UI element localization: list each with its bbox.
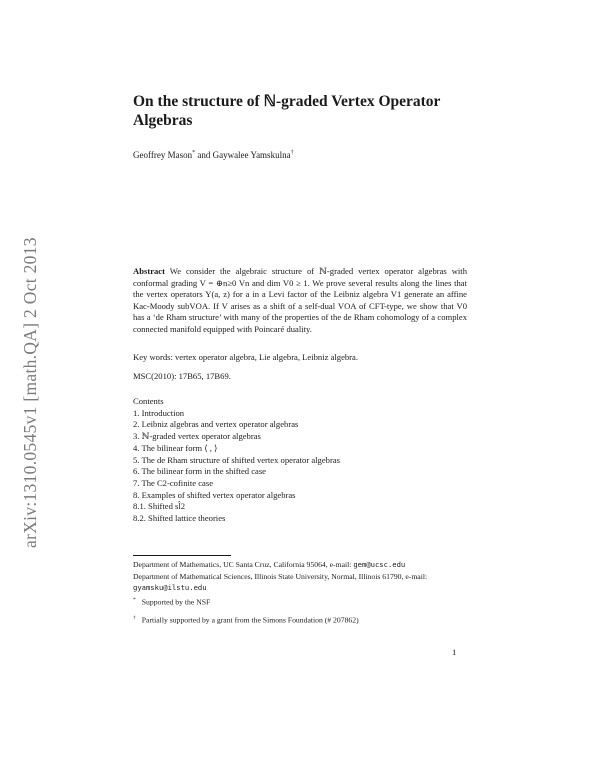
abstract-text: We consider the algebraic structure of ℕ-graded vertex operator algebras with conformal grading V = ⊕n≥0 Vn and dim V0 ≥ 1. We prove several results along the lines that the vertex operators Y(a, z) for a in a Levi factor of the Leibniz algebra V1 generate an affine Kac-Moody subVOA. If V arises as a shift of a self-dual VOA of CFT-type, we show that V0 has a ‘de Rham structure’ with many of the properties of the de Rham cohomology of a complex connected manifold equipped with Poincaré duality.: [133, 266, 467, 334]
footnote-rule: [133, 555, 231, 556]
author-name: and Gaywalee Yamskulna: [195, 150, 291, 160]
contents-item: 4. The bilinear form ⟨ , ⟩: [133, 442, 218, 453]
msc-classification: MSC(2010): 17B65, 17B69.: [133, 371, 231, 381]
table-of-contents: [133, 396, 340, 525]
footnote-mark: *: [133, 597, 136, 603]
contents-item: 6. The bilinear form in the shifted case: [133, 466, 267, 477]
contents-item: 2. Leibniz algebras and vertex operator algebras: [133, 419, 299, 430]
abstract: [133, 266, 467, 336]
contents-item: 8.1. Shifted sl̂2: [133, 501, 186, 512]
paper-title: On the structure of ℕ-graded Vertex Operator Algebras: [133, 93, 441, 129]
contents-list: [133, 408, 340, 525]
contents-item: 8. Examples of shifted vertex operator algebras: [133, 489, 296, 500]
abstract-heading: Abstract: [133, 266, 165, 276]
arxiv-identifier: arXiv:1310.0545v1 [math.QA] 2 Oct 2013: [20, 237, 40, 548]
author-footnote-mark: *: [192, 150, 196, 156]
author-name: Geoffrey Mason: [133, 150, 193, 160]
affiliation-yamskulna: [133, 572, 473, 593]
footnote-simons: [133, 615, 359, 625]
footnote-text: Supported by the NSF: [141, 597, 211, 607]
contents-item: 5. The de Rham structure of shifted vertex operator algebras: [133, 454, 340, 465]
affiliation-text: Department of Mathematical Sciences, Illinois State University, Normal, Illinois 61790, e-mail:: [133, 572, 428, 581]
email-link[interactable]: gem@ucsc.edu: [353, 560, 406, 569]
contents-item: 8.2. Shifted lattice theories: [133, 513, 226, 524]
contents-item: 1. Introduction: [133, 407, 185, 418]
author-footnote-mark: †: [290, 150, 294, 156]
affiliation-text: Department of Mathematics, UC Santa Cruz, California 95064, e-mail:: [133, 560, 354, 569]
affiliation-mason: [133, 560, 473, 571]
footnote-mark: †: [133, 615, 136, 621]
footnote-text: Partially supported by a grant from the Simons Foundation (# 207862): [141, 615, 359, 625]
page-number: 1: [452, 647, 457, 657]
keywords: Key words: vertex operator algebra, Lie algebra, Leibniz algebra.: [133, 352, 359, 362]
contents-item: 7. The C2-cofinite case: [133, 477, 214, 488]
contents-item: 3. ℕ-graded vertex operator algebras: [133, 431, 261, 442]
contents-heading: Contents: [133, 396, 164, 406]
author-line: [133, 150, 294, 160]
footnote-nsf: [133, 597, 210, 607]
email-link[interactable]: gyamsku@ilstu.edu: [133, 582, 207, 592]
